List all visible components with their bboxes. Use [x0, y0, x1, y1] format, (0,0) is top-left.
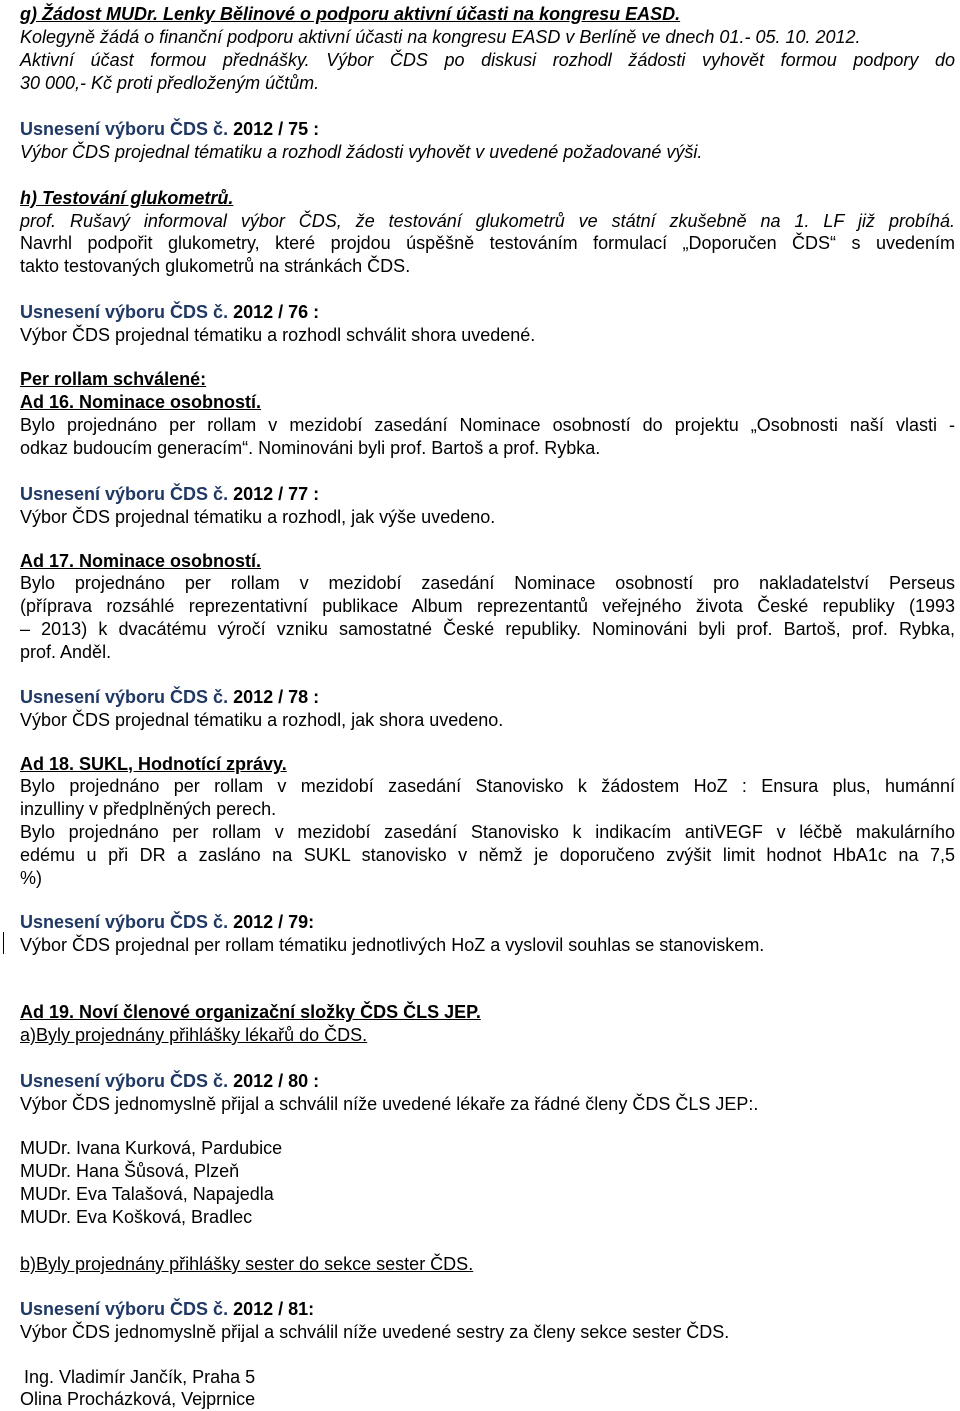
- resolution-number: 2012 / 77 :: [233, 484, 320, 504]
- section-g-line-1: Kolegyně žádá o finanční podporu aktivní účasti na kongresu EASD v Berlíně ve dnech 01.- 05. 10. 2012.: [20, 27, 861, 47]
- section-g-line-2: Aktivní účast formou přednášky. Výbor ČDS po diskusi rozhodl žádosti vyhovět formou podpory do: [20, 50, 955, 70]
- resolution-77-text: Výbor ČDS projednal tématiku a rozhodl, jak výše uvedeno.: [20, 507, 496, 527]
- doctor-list-item: MUDr. Hana Šůsová, Plzeň: [20, 1161, 240, 1181]
- ad17-line-4: prof. Anděl.: [20, 642, 112, 662]
- doctor-list-item: MUDr. Eva Košková, Bradlec: [20, 1207, 253, 1227]
- section-h-line-2: Navrhl podpořit glukometry, které projdou úspěšně testováním formulací „Doporučen ČDS“ s uvedením: [20, 233, 955, 253]
- section-h-line-3: takto testovaných glukometrů na stránkách ČDS.: [20, 256, 411, 276]
- resolution-label: Usnesení výboru ČDS č.: [20, 1071, 229, 1091]
- doctor-list-item: MUDr. Eva Talašová, Napajedla: [20, 1184, 274, 1204]
- resolution-number: 2012 / 81:: [233, 1299, 315, 1319]
- ad18-heading: Ad 18. SUKL, Hodnotící zprávy.: [20, 754, 287, 774]
- section-h-heading: h) Testování glukometrů.: [20, 188, 234, 208]
- ad16-line-1: Bylo projednáno per rollam v mezidobí zasedání Nominace osobností do projektu „Osobnosti naší vlasti -: [20, 415, 955, 435]
- resolution-label: Usnesení výboru ČDS č.: [20, 912, 229, 932]
- resolution-81-heading: [20, 1298, 314, 1321]
- resolution-label: Usnesení výboru ČDS č.: [20, 687, 229, 707]
- resolution-label: Usnesení výboru ČDS č.: [20, 484, 229, 504]
- doctor-list-item: MUDr. Ivana Kurková, Pardubice: [20, 1138, 283, 1158]
- resolution-80-heading: [20, 1070, 319, 1093]
- resolution-number: 2012 / 75 :: [233, 119, 320, 139]
- ad18-line-5: %): [20, 868, 42, 888]
- section-g-line-3: 30 000,- Kč proti předloženým účtům.: [20, 73, 320, 93]
- change-bar: [3, 932, 4, 954]
- resolution-78-heading: [20, 686, 319, 709]
- resolution-label: Usnesení výboru ČDS č.: [20, 119, 229, 139]
- resolution-76-heading: [20, 301, 319, 324]
- ad18-line-3: Bylo projednáno per rollam v mezidobí zasedání Stanovisko k indikacím antiVEGF v léčbě makulárního: [20, 822, 955, 842]
- resolution-81-text: Výbor ČDS jednomyslně přijal a schválil níže uvedené sestry za členy sekce sester ČDS.: [20, 1322, 730, 1342]
- resolution-75-text: Výbor ČDS projednal tématiku a rozhodl žádosti vyhovět v uvedené požadované výši.: [20, 142, 703, 162]
- ad16-heading: Ad 16. Nominace osobností.: [20, 392, 262, 412]
- per-rollam-heading: Per rollam schválené:: [20, 369, 207, 389]
- section-h-line-1: prof. Rušavý informoval výbor ČDS, že testování glukometrů ve státní zkušebně na 1. LF již probíhá.: [20, 211, 955, 231]
- resolution-76-text: Výbor ČDS projednal tématiku a rozhodl schválit shora uvedené.: [20, 325, 536, 345]
- ad18-line-2: inzulliny v předplněných perech.: [20, 799, 277, 819]
- resolution-80-text: Výbor ČDS jednomyslně přijal a schválil níže uvedené lékaře za řádné členy ČDS ČLS JEP:.: [20, 1094, 759, 1114]
- ad18-line-1: Bylo projednáno per rollam v mezidobí zasedání Stanovisko k žádostem HoZ : Ensura plus, humánní: [20, 776, 955, 796]
- resolution-79-heading: [20, 911, 314, 934]
- resolution-number: 2012 / 76 :: [233, 302, 320, 322]
- ad19-subheading-a: a)Byly projednány přihlášky lékařů do ČDS.: [20, 1025, 368, 1045]
- ad16-line-2: odkaz budoucím generacím“. Nominováni byli prof. Bartoš a prof. Rybka.: [20, 438, 601, 458]
- resolution-79-text: Výbor ČDS projednal per rollam tématiku jednotlivých HoZ a vyslovil souhlas se stanoviskem.: [20, 935, 765, 955]
- resolution-78-text: Výbor ČDS projednal tématiku a rozhodl, jak shora uvedeno.: [20, 710, 504, 730]
- resolution-number: 2012 / 78 :: [233, 687, 320, 707]
- ad17-line-1: Bylo projednáno per rollam v mezidobí zasedání Nominace osobností pro nakladatelství Perseus: [20, 573, 955, 593]
- nurse-list-item: Ing. Vladimír Jančík, Praha 5: [24, 1367, 256, 1387]
- resolution-number: 2012 / 80 :: [233, 1071, 320, 1091]
- ad19-subheading-b: b)Byly projednány přihlášky sester do sekce sester ČDS.: [20, 1254, 474, 1274]
- resolution-number: 2012 / 79:: [233, 912, 315, 932]
- ad17-heading: Ad 17. Nominace osobností.: [20, 551, 262, 571]
- resolution-77-heading: [20, 483, 319, 506]
- ad18-line-4: edému u při DR a zasláno na SUKL stanovisko v němž je doporučeno zvýšit limit hodnot HbA1c na 7,5: [20, 845, 955, 865]
- nurse-list-item: Olina Procházková, Vejprnice: [20, 1389, 256, 1409]
- section-g-heading: g) Žádost MUDr. Lenky Bělinové o podporu aktivní účasti na kongresu EASD.: [20, 4, 681, 24]
- resolution-label: Usnesení výboru ČDS č.: [20, 302, 229, 322]
- ad17-line-3: – 2013) k dvacátému výročí vzniku samostatné České republiky. Nominováni byli prof. Bartoš, prof. Rybka,: [20, 619, 955, 639]
- resolution-75-heading: [20, 118, 319, 141]
- resolution-label: Usnesení výboru ČDS č.: [20, 1299, 229, 1319]
- ad17-line-2: (příprava rozsáhlé reprezentativní publikace Album reprezentantů veřejného života České republiky (1993: [20, 596, 955, 616]
- ad19-heading: Ad 19. Noví členové organizační složky ČDS ČLS JEP.: [20, 1002, 481, 1022]
